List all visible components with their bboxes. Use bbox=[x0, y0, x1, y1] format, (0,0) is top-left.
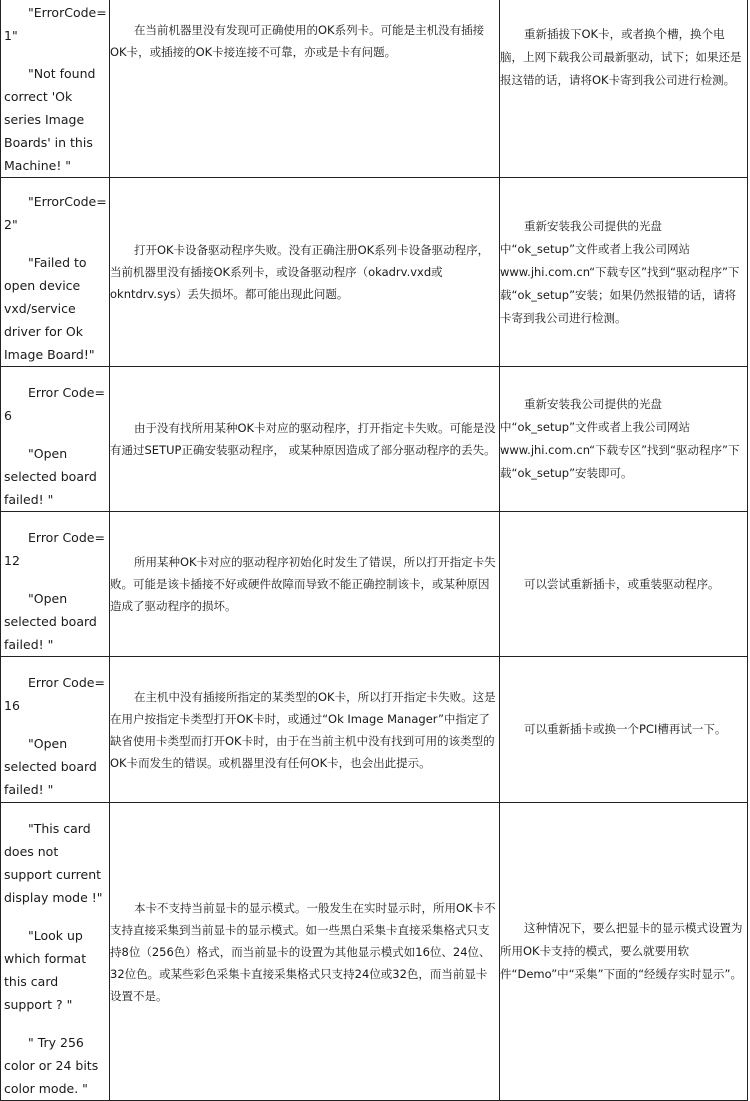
cause-description: 打开OK卡设备驱动程序失败。没有正确注册OK系列卡设备驱动程序，当前机器里没有插接OK系列卡，或设备驱动程序（okadrv.vxd或okntdrv.sys）丢失损坏。都可能出现此问题。 bbox=[110, 243, 490, 301]
solution-text: 重新安装我公司提供的光盘中“ok_setup”文件或者上我公司网站www.jhi.com.cn“下载专区”找到“驱动程序”下载“ok_setup”安装即可。 bbox=[500, 397, 740, 480]
error-message: "Open selected board failed! " bbox=[4, 591, 97, 652]
table-row bbox=[1, 803, 748, 1101]
solution-cell bbox=[500, 803, 748, 1101]
table-row bbox=[1, 178, 748, 367]
cause-description-cell bbox=[110, 178, 500, 367]
table-row bbox=[1, 657, 748, 803]
error-code: Error Code= 16 bbox=[4, 675, 105, 713]
error-message: "Failed to open device vxd/service driver for Ok Image Board!" bbox=[4, 255, 95, 362]
cause-description: 由于没有找所用某种OK卡对应的驱动程序，打开指定卡失败。可能是没有通过SETUP正确安装驱动程序， 或某种原因造成了部分驱动程序的丢失。 bbox=[110, 421, 496, 457]
table-row bbox=[1, 512, 748, 657]
table-row bbox=[1, 367, 748, 512]
cause-description-cell bbox=[110, 512, 500, 657]
error-code-cell bbox=[1, 178, 110, 367]
error-code-cell bbox=[1, 657, 110, 803]
error-code-cell bbox=[1, 512, 110, 657]
cause-description: 在主机中没有插接所指定的某类型的OK卡，所以打开指定卡失败。这是在用户按指定卡类型打开OK卡时，或通过“Ok Image Manager”中指定了缺省使用卡类型而打开OK卡时，由于在当前主机中没有找到可用的该类型的OK卡而发生的错误。或机器里没有任何OK卡，也会出此提示。 bbox=[110, 689, 496, 770]
cause-description: 在当前机器里没有发现可正确使用的OK系列卡。可能是主机没有插接OK卡，或插接的OK卡接连接不可靠，亦或是卡有问题。 bbox=[110, 23, 485, 59]
table-row bbox=[1, 0, 748, 178]
error-code-cell bbox=[1, 803, 110, 1101]
error-message: "Look up which format this card support ? " bbox=[4, 928, 87, 1012]
error-message: "Not found correct 'Ok series Image Boards' in this Machine! " bbox=[4, 66, 96, 173]
solution-cell bbox=[500, 657, 748, 803]
cause-description-cell bbox=[110, 657, 500, 803]
solution-text: 可以重新插卡或换一个PCI槽再试一下。 bbox=[524, 722, 727, 736]
cause-description: 所用某种OK卡对应的驱动程序初始化时发生了错误，所以打开指定卡失败。可能是该卡插接不好或硬件故障而导致不能正确控制该卡，或某种原因造成了驱动程序的损坏。 bbox=[110, 555, 496, 613]
solution-cell bbox=[500, 367, 748, 512]
error-message: " Try 256 color or 24 bits color mode. " bbox=[4, 1035, 99, 1096]
cause-description: 本卡不支持当前显卡的显示模式。一般发生在实时显示时，所用OK卡不支持直接采集到当前显卡的显示模式。如一些黑白采集卡直接采集格式只支持8位（256色）格式，而当前显卡的设置为其他显示模式如16位、24位、32位色。或某些彩色采集卡直接采集格式只支持24位或32色，而当前显卡设置不是。 bbox=[110, 900, 496, 1003]
solution-cell bbox=[500, 512, 748, 657]
error-message: "Open selected board failed! " bbox=[4, 736, 97, 797]
solution-text: 可以尝试重新插卡，或重装驱动程序。 bbox=[524, 576, 720, 591]
error-code: "ErrorCode=2" bbox=[4, 194, 107, 232]
error-code: "ErrorCode=1" bbox=[4, 5, 107, 43]
cause-description-cell bbox=[110, 0, 500, 178]
solution-text: 这种情况下，要么把显卡的显示模式设置为所用OK卡支持的模式，要么就要用软件“Demo”中“采集”下面的“经缓存实时显示”。 bbox=[500, 921, 743, 981]
solution-cell bbox=[500, 0, 748, 178]
solution-text: 重新安装我公司提供的光盘中“ok_setup”文件或者上我公司网站www.jhi.com.cn“下载专区”找到“驱动程序”下载“ok_setup”安装；如果仍然报错的话，请将卡寄到我公司进行检测。 bbox=[500, 218, 740, 325]
error-message: "This card does not support current display mode !" bbox=[4, 821, 103, 905]
cause-description-cell bbox=[110, 803, 500, 1101]
cause-description-cell bbox=[110, 367, 500, 512]
error-code: Error Code= 12 bbox=[4, 530, 105, 568]
error-message: "Open selected board failed! " bbox=[4, 446, 97, 507]
error-code-cell bbox=[1, 0, 110, 178]
solution-text: 重新插拔下OK卡，或者换个槽，换个电脑，上网下载我公司最新驱动，试下；如果还是报这错的话，请将OK卡寄到我公司进行检测。 bbox=[500, 27, 742, 87]
error-code: Error Code= 6 bbox=[4, 385, 105, 423]
solution-cell bbox=[500, 178, 748, 367]
error-code-cell bbox=[1, 367, 110, 512]
